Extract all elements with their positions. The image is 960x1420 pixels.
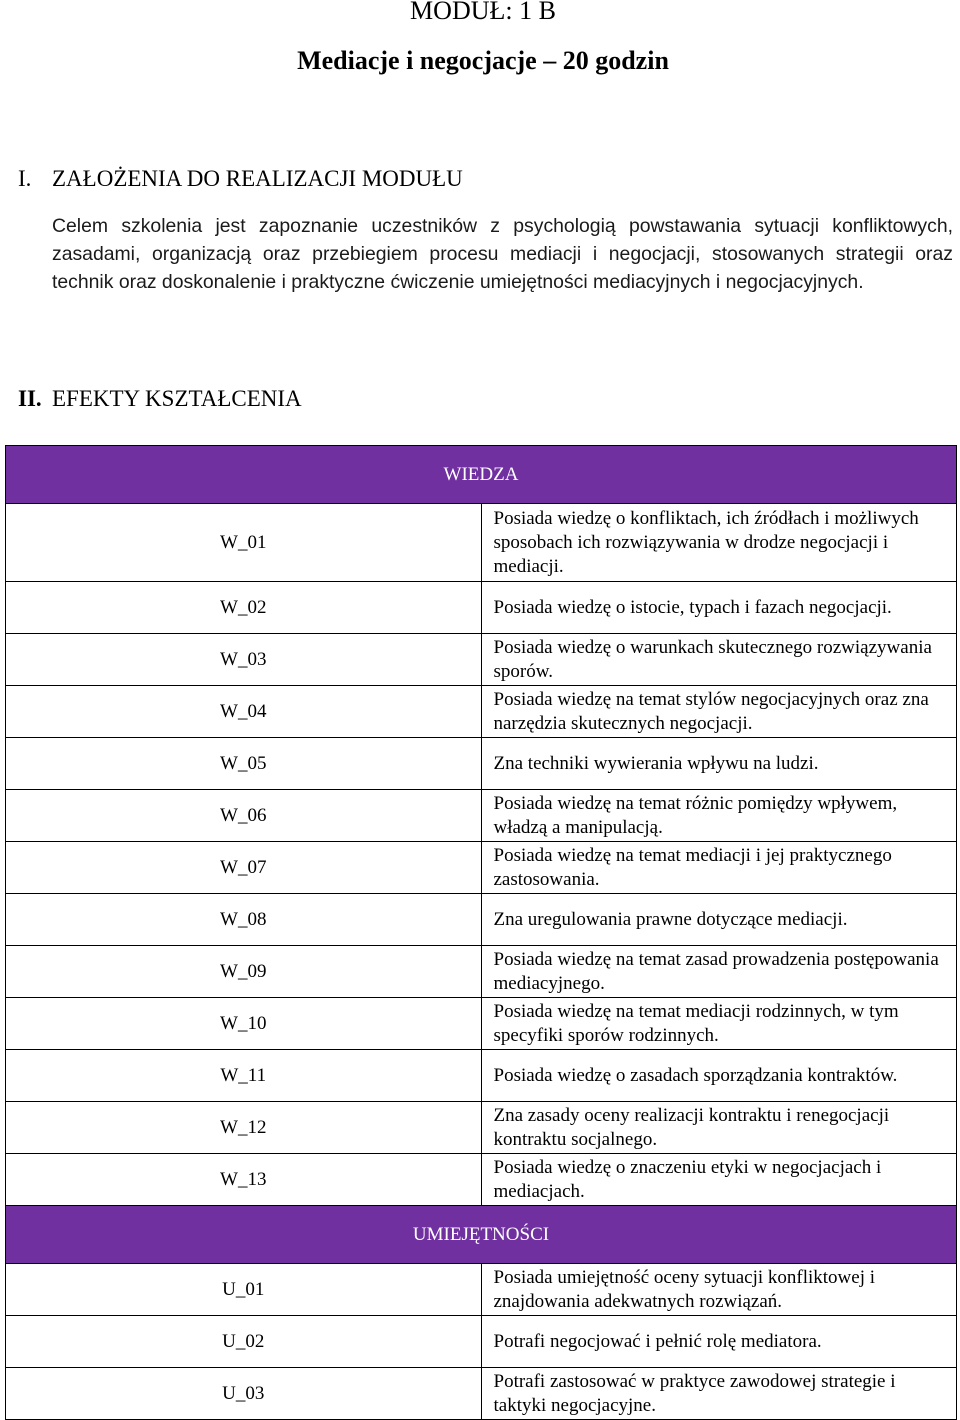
outcome-description: Posiada wiedzę o konfliktach, ich źródłach i możliwych sposobach ich rozwiązywania w drodze negocjacji i mediacji. (481, 504, 957, 582)
page-title: Mediacje i negocjacje – 20 godzin (297, 46, 669, 75)
intro-paragraph: Celem szkolenia jest zapoznanie uczestników z psychologią powstawania sytuacji konfliktowych, zasadami, organizacją oraz przebiegiem procesu mediacji i negocjacji, stosowanych strategii oraz technik oraz doskonalenie i praktyczne ćwiczenie umiejętności mediacyjnych i negocjacyjnych. (52, 215, 953, 293)
table-row (6, 1316, 957, 1368)
section-heading-assumptions (18, 166, 463, 192)
outcome-code: U_02 (6, 1316, 482, 1368)
outcome-code: W_02 (6, 582, 482, 634)
table-row (6, 582, 957, 634)
outcome-description: Posiada wiedzę o istocie, typach i fazach negocjacji. (481, 582, 957, 634)
section-heading-learning-outcomes (18, 386, 302, 412)
outcome-code: W_10 (6, 998, 482, 1050)
table-row (6, 1050, 957, 1102)
table-row (6, 790, 957, 842)
outcome-description: Posiada wiedzę na temat zasad prowadzenia postępowania mediacyjnego. (481, 946, 957, 998)
table-row (6, 738, 957, 790)
category-header-skills: UMIEJĘTNOŚCI (6, 1206, 957, 1264)
table-row (6, 1154, 957, 1206)
outcome-description: Zna zasady oceny realizacji kontraktu i renegocjacji kontraktu socjalnego. (481, 1102, 957, 1154)
outcome-description: Posiada wiedzę o warunkach skutecznego rozwiązywania sporów. (481, 634, 957, 686)
table-row (6, 1264, 957, 1316)
table-row (6, 842, 957, 894)
table-row (6, 946, 957, 998)
section-number: I. (18, 166, 32, 191)
outcome-description: Zna techniki wywierania wpływu na ludzi. (481, 738, 957, 790)
outcome-description: Posiada wiedzę na temat mediacji rodzinnych, w tym specyfiki sporów rodzinnych. (481, 998, 957, 1050)
outcome-code: W_13 (6, 1154, 482, 1206)
outcome-code: W_04 (6, 686, 482, 738)
outcome-description: Posiada umiejętność oceny sytuacji konfliktowej i znajdowania adekwatnych rozwiązań. (481, 1264, 957, 1316)
outcome-description: Posiada wiedzę o zasadach sporządzania kontraktów. (481, 1050, 957, 1102)
outcome-code: W_11 (6, 1050, 482, 1102)
outcome-description: Posiada wiedzę na temat różnic pomiędzy wpływem, władzą a manipulacją. (481, 790, 957, 842)
outcome-code: W_09 (6, 946, 482, 998)
outcome-description: Posiada wiedzę o znaczeniu etyki w negocjacjach i mediacjach. (481, 1154, 957, 1206)
outcome-code: U_01 (6, 1264, 482, 1316)
outcome-code: W_05 (6, 738, 482, 790)
section-title: ZAŁOŻENIA DO REALIZACJI MODUŁU (52, 166, 463, 191)
outcome-code: W_07 (6, 842, 482, 894)
table-row (6, 894, 957, 946)
table-row (6, 998, 957, 1050)
table-row (6, 686, 957, 738)
section-number: II. (18, 386, 42, 411)
outcome-description: Potrafi negocjować i pełnić rolę mediatora. (481, 1316, 957, 1368)
category-header-knowledge: WIEDZA (6, 446, 957, 504)
outcome-description: Potrafi zastosować w praktyce zawodowej strategie i taktyki negocjacyjne. (481, 1368, 957, 1420)
table-row (6, 634, 957, 686)
outcome-code: W_03 (6, 634, 482, 686)
outcome-description: Zna uregulowania prawne dotyczące mediacji. (481, 894, 957, 946)
table-row (6, 504, 957, 582)
module-label: MODUŁ: 1 B (410, 0, 556, 25)
outcome-code: W_01 (6, 504, 482, 582)
outcome-code: U_03 (6, 1368, 482, 1420)
outcome-code: W_08 (6, 894, 482, 946)
outcome-description: Posiada wiedzę na temat mediacji i jej praktycznego zastosowania. (481, 842, 957, 894)
outcome-code: W_12 (6, 1102, 482, 1154)
table-row (6, 1368, 957, 1420)
outcome-description: Posiada wiedzę na temat stylów negocjacyjnych oraz zna narzędzia skutecznych negocjacji. (481, 686, 957, 738)
table-row (6, 1102, 957, 1154)
learning-outcomes-table (5, 445, 957, 1420)
section-title: EFEKTY KSZTAŁCENIA (52, 386, 302, 411)
outcome-code: W_06 (6, 790, 482, 842)
